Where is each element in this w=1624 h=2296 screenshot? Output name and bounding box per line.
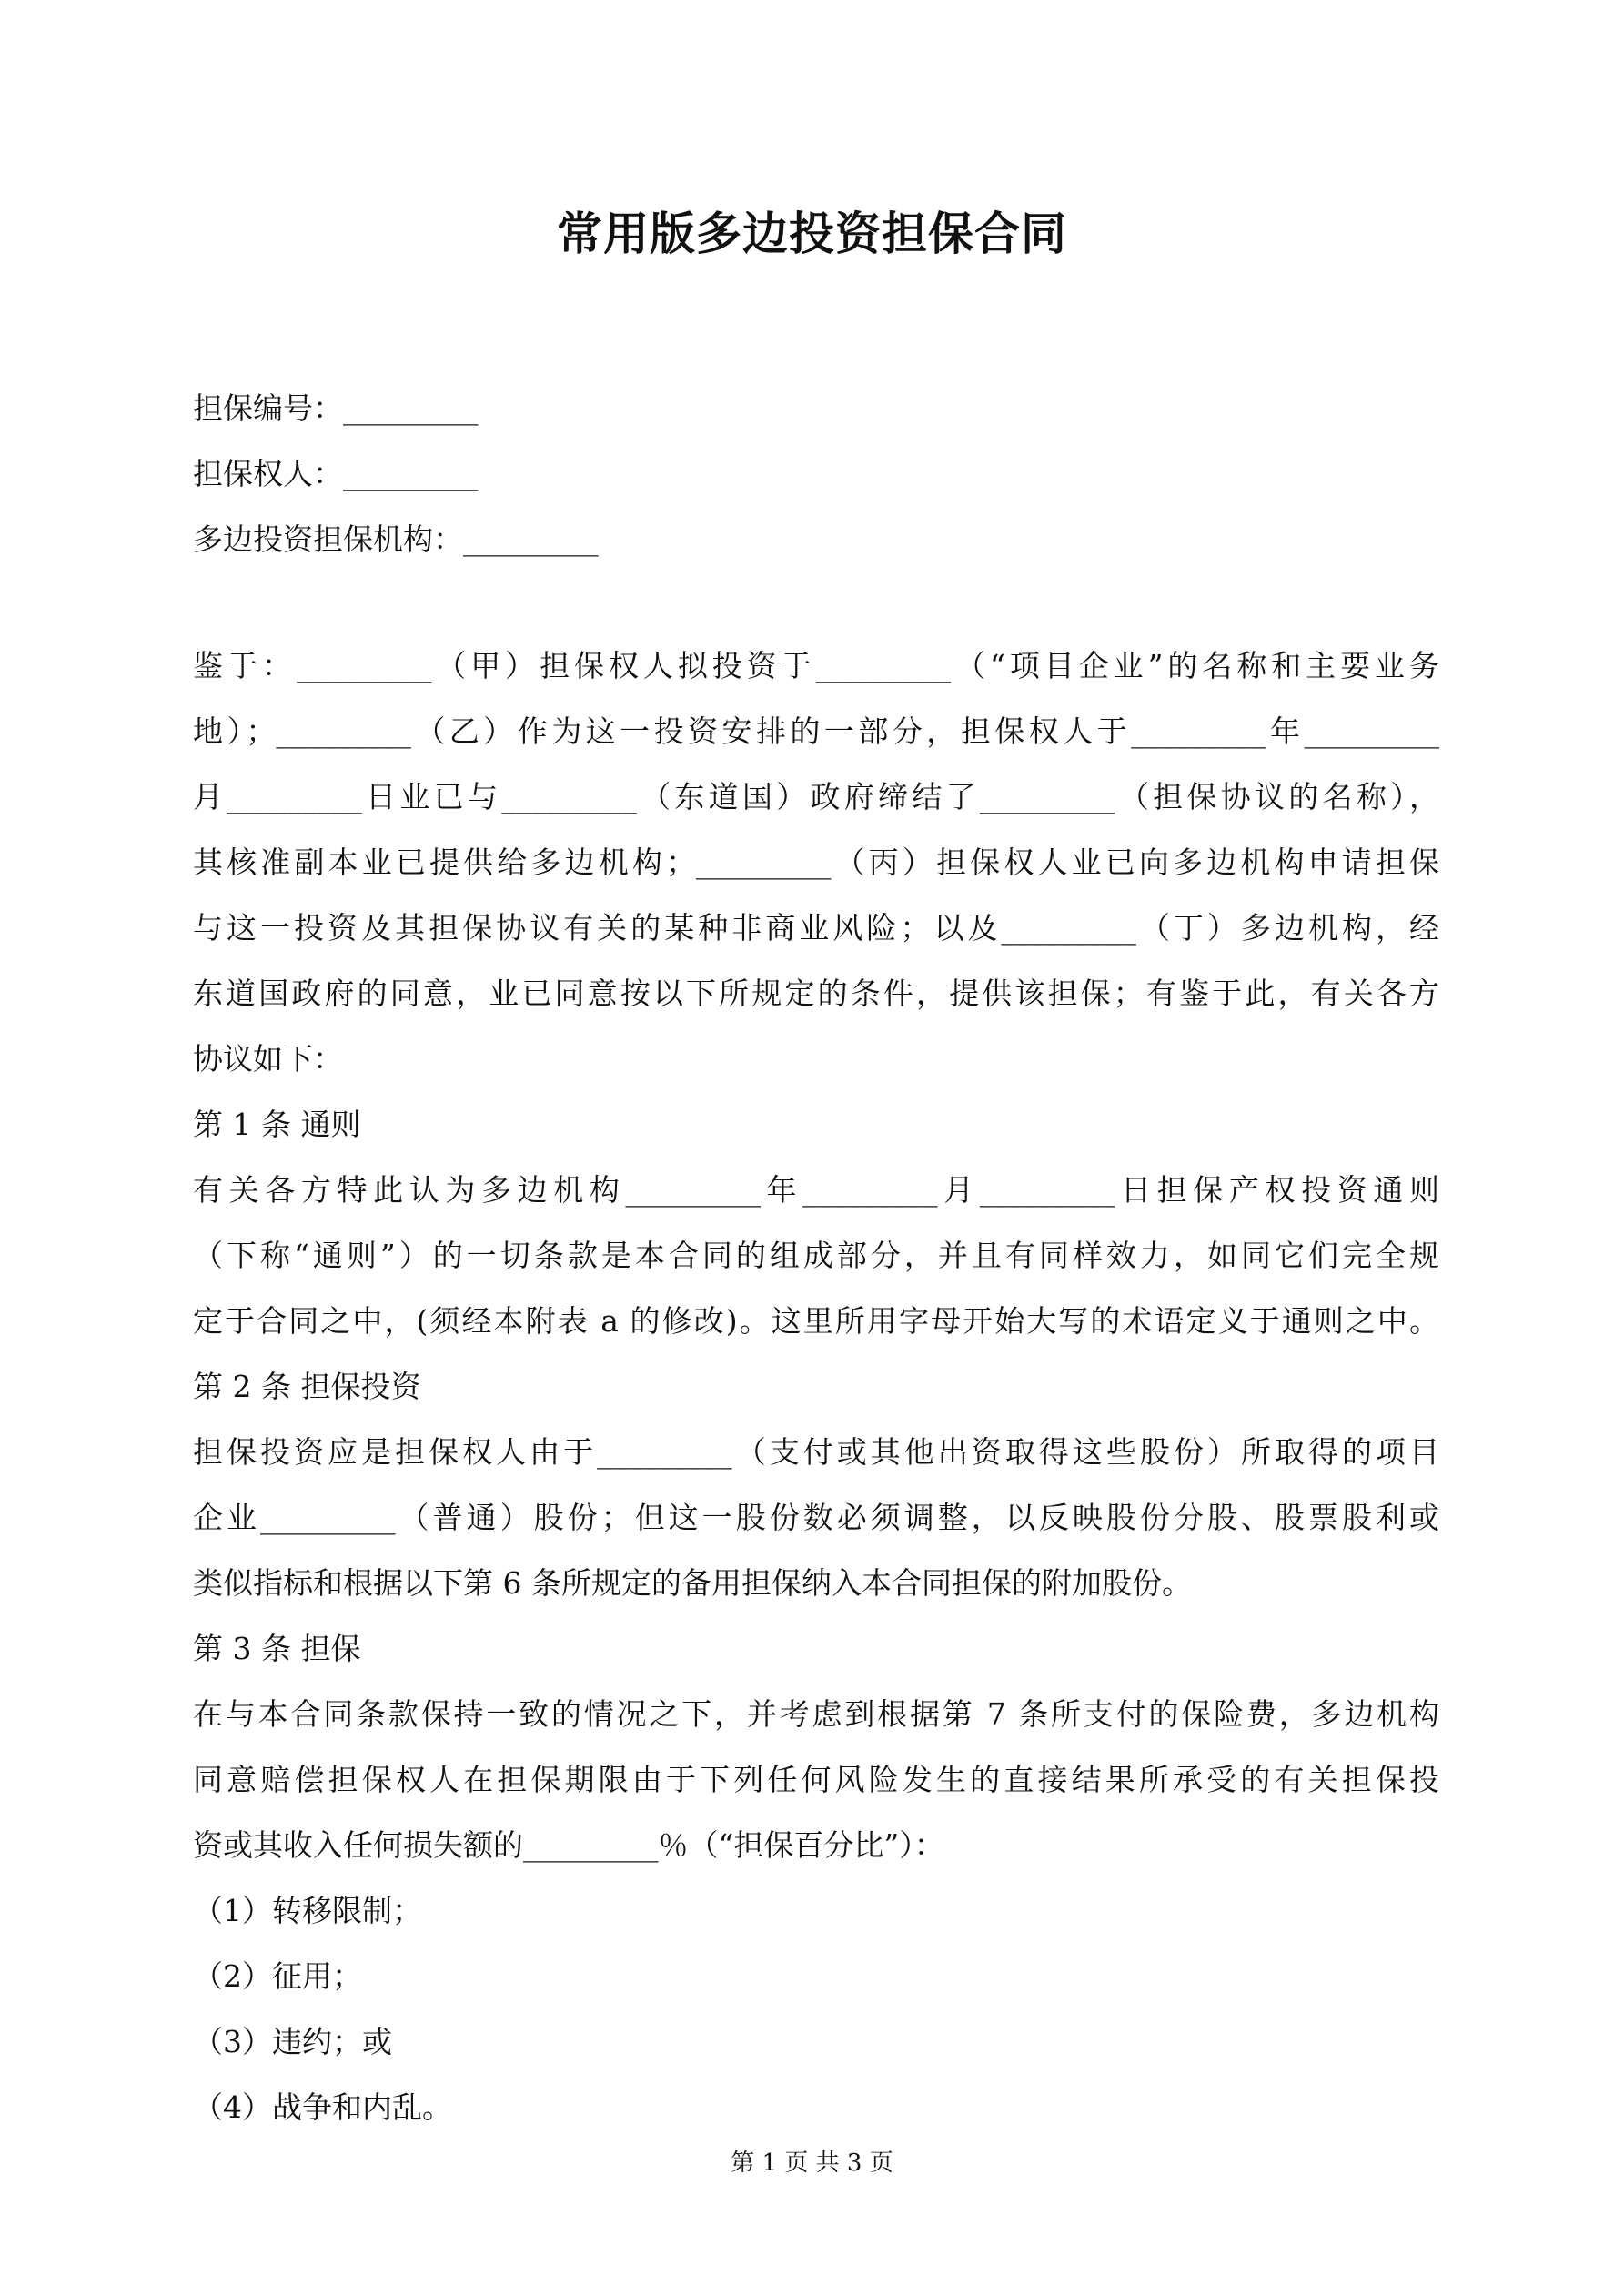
list-item: （3）违约；或: [193, 2024, 392, 2059]
body-line: 类似指标和根据以下第 6 条所规定的备用担保纳入本合同担保的附加股份。: [193, 1565, 1192, 1601]
body-line: 协议如下：: [193, 1041, 343, 1077]
list-item: （2）征用；: [193, 1958, 362, 1994]
page-footer: 第 1 页 共 3 页: [731, 2149, 893, 2177]
body-line: 担保投资应是担保权人由于_________（支付或其他出资取得这些股份）所取得的项目: [193, 1434, 1439, 1470]
body-line: 与这一投资及其担保协议有关的某种非商业风险；以及_________（丁）多边机构，经: [193, 910, 1439, 946]
body-line: 有关各方特此认为多边机构_________年_________月_________日担保产权投资通则: [193, 1172, 1439, 1208]
field-miga-agency: 多边投资担保机构：_________: [193, 521, 599, 557]
list-item: （4）战争和内乱。: [193, 2089, 452, 2125]
article-heading: 第 1 条 通则: [193, 1107, 361, 1142]
body-line: 资或其收入任何损失额的_________％（“担保百分比”）：: [193, 1827, 944, 1863]
document-title: 常用版多边投资担保合同: [557, 207, 1067, 260]
body-line: 月_________日业已与_________（东道国）政府缔结了_________（担保协议的名称），: [193, 779, 1439, 814]
body-line: 地）；_________（乙）作为这一投资安排的一部分，担保权人于_________年_________: [193, 713, 1439, 749]
field-guarantee-holder: 担保权人：_________: [193, 456, 479, 491]
article-heading: 第 2 条 担保投资: [193, 1369, 421, 1404]
body-line: 在与本合同条款保持一致的情况之下，并考虑到根据第 7 条所支付的保险费，多边机构: [193, 1696, 1439, 1732]
field-guarantee-number: 担保编号：_________: [193, 390, 479, 426]
body-line: 企业_________（普通）股份；但这一股份数必须调整，以反映股份分股、股票股利或: [193, 1500, 1439, 1535]
body-line: 同意赔偿担保权人在担保期限由于下列任何风险发生的直接结果所承受的有关担保投: [193, 1762, 1439, 1797]
body-line: 东道国政府的同意，业已同意按以下所规定的条件，提供该担保；有鉴于此，有关各方: [193, 976, 1439, 1011]
body-line: 其核准副本业已提供给多边机构；_________（丙）担保权人业已向多边机构申请担保: [193, 845, 1439, 880]
body-line: 定于合同之中，(须经本附表 a 的修改)。这里所用字母开始大写的术语定义于通则之中。: [193, 1303, 1439, 1339]
list-item: （1）转移限制；: [193, 1893, 422, 1928]
body-line: （下称“通则”）的一切条款是本合同的组成部分，并且有同样效力，如同它们完全规: [193, 1238, 1439, 1273]
article-heading: 第 3 条 担保: [193, 1631, 361, 1666]
body-line: 鉴于：_________（甲）担保权人拟投资于_________（“项目企业”的名称和主要业务: [193, 648, 1439, 683]
